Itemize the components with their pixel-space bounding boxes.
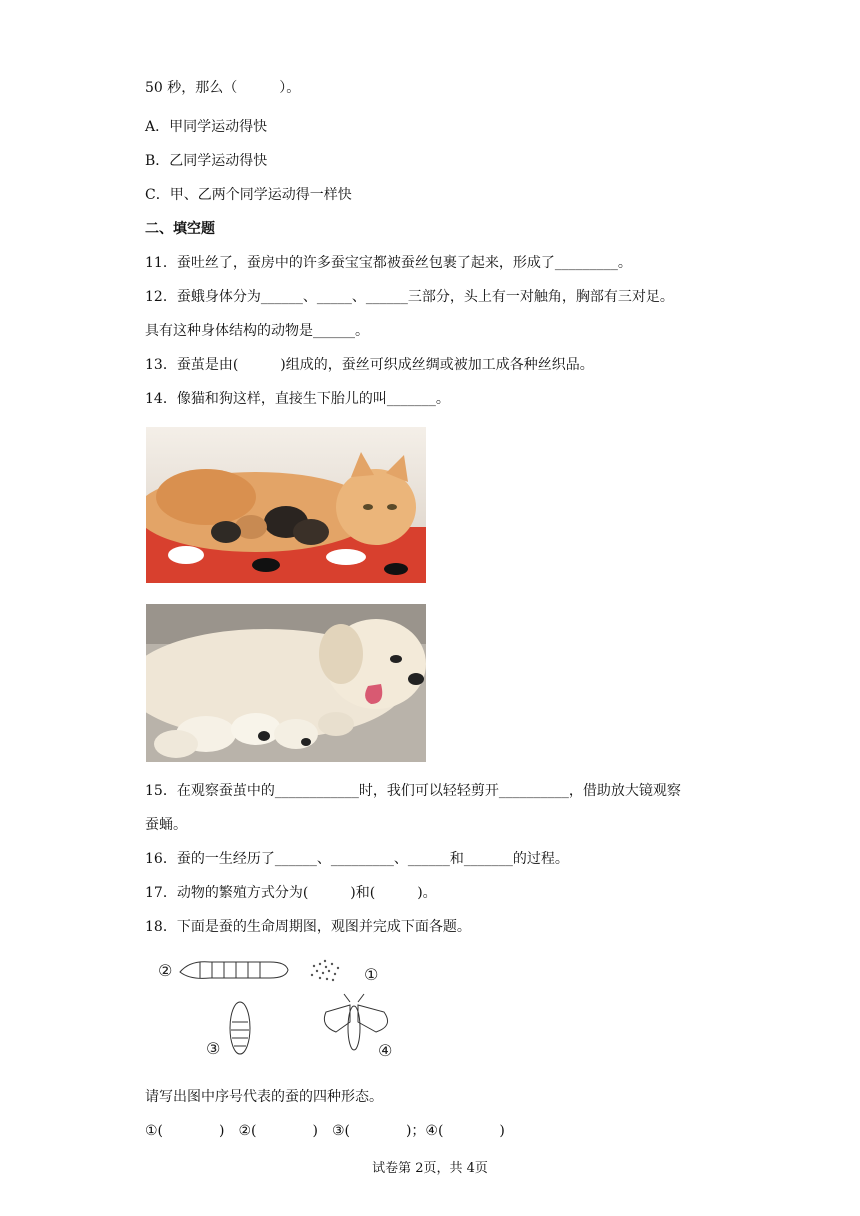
page-footer: 试卷第 2页，共 4页 xyxy=(372,1161,488,1176)
silkworm-pupa-icon xyxy=(230,1002,250,1054)
question-14: 14．像猫和狗这样，直接生下胎儿的叫_______。 xyxy=(145,391,450,407)
q10-continuation: 50 秒，那么（ ）。 xyxy=(145,80,301,96)
label-3: ③ xyxy=(206,1039,221,1058)
question-18-instruction: 请写出图中序号代表的蚕的四种形态。 xyxy=(145,1089,383,1105)
label-2: ② xyxy=(158,961,173,980)
label-4: ④ xyxy=(378,1041,393,1060)
question-18-answer-blanks: ①( ) ②( ) ③( )；④( ) xyxy=(145,1123,505,1139)
section-title-fill-blank: 二、填空题 xyxy=(145,221,215,237)
question-11: 11．蚕吐丝了，蚕房中的许多蚕宝宝都被蚕丝包裹了起来，形成了_________。 xyxy=(145,255,632,271)
question-13: 13．蚕茧是由( )组成的，蚕丝可织成丝绸或被加工成各种丝织品。 xyxy=(145,357,594,373)
silkworm-eggs-icon xyxy=(311,960,339,981)
question-16: 16．蚕的一生经历了______、_________、______和_______的过程。 xyxy=(145,851,569,867)
option-c: C．甲、乙两个同学运动得一样快 xyxy=(145,187,352,203)
question-15-continuation: 蚕蛹。 xyxy=(145,817,187,833)
silkworm-larva-icon xyxy=(180,962,288,979)
label-1: ① xyxy=(364,965,379,984)
option-b: B．乙同学运动得快 xyxy=(145,153,268,169)
question-17: 17．动物的繁殖方式分为( )和( )。 xyxy=(145,885,437,901)
question-18: 18．下面是蚕的生命周期图，观图并完成下面各题。 xyxy=(145,919,471,935)
question-15: 15．在观察蚕茧中的____________时，我们可以轻轻剪开__________，借助放大镜观察 xyxy=(145,783,681,799)
question-12-continuation: 具有这种身体结构的动物是______。 xyxy=(145,323,369,339)
question-12: 12．蚕蛾身体分为______、_____、______三部分，头上有一对触角，胸部有三对足。 xyxy=(145,289,674,305)
cat-nursing-kittens-photo xyxy=(146,427,426,583)
silkworm-life-cycle-diagram xyxy=(150,950,410,1070)
option-a: A．甲同学运动得快 xyxy=(145,119,268,135)
dog-nursing-puppies-photo xyxy=(146,604,426,762)
